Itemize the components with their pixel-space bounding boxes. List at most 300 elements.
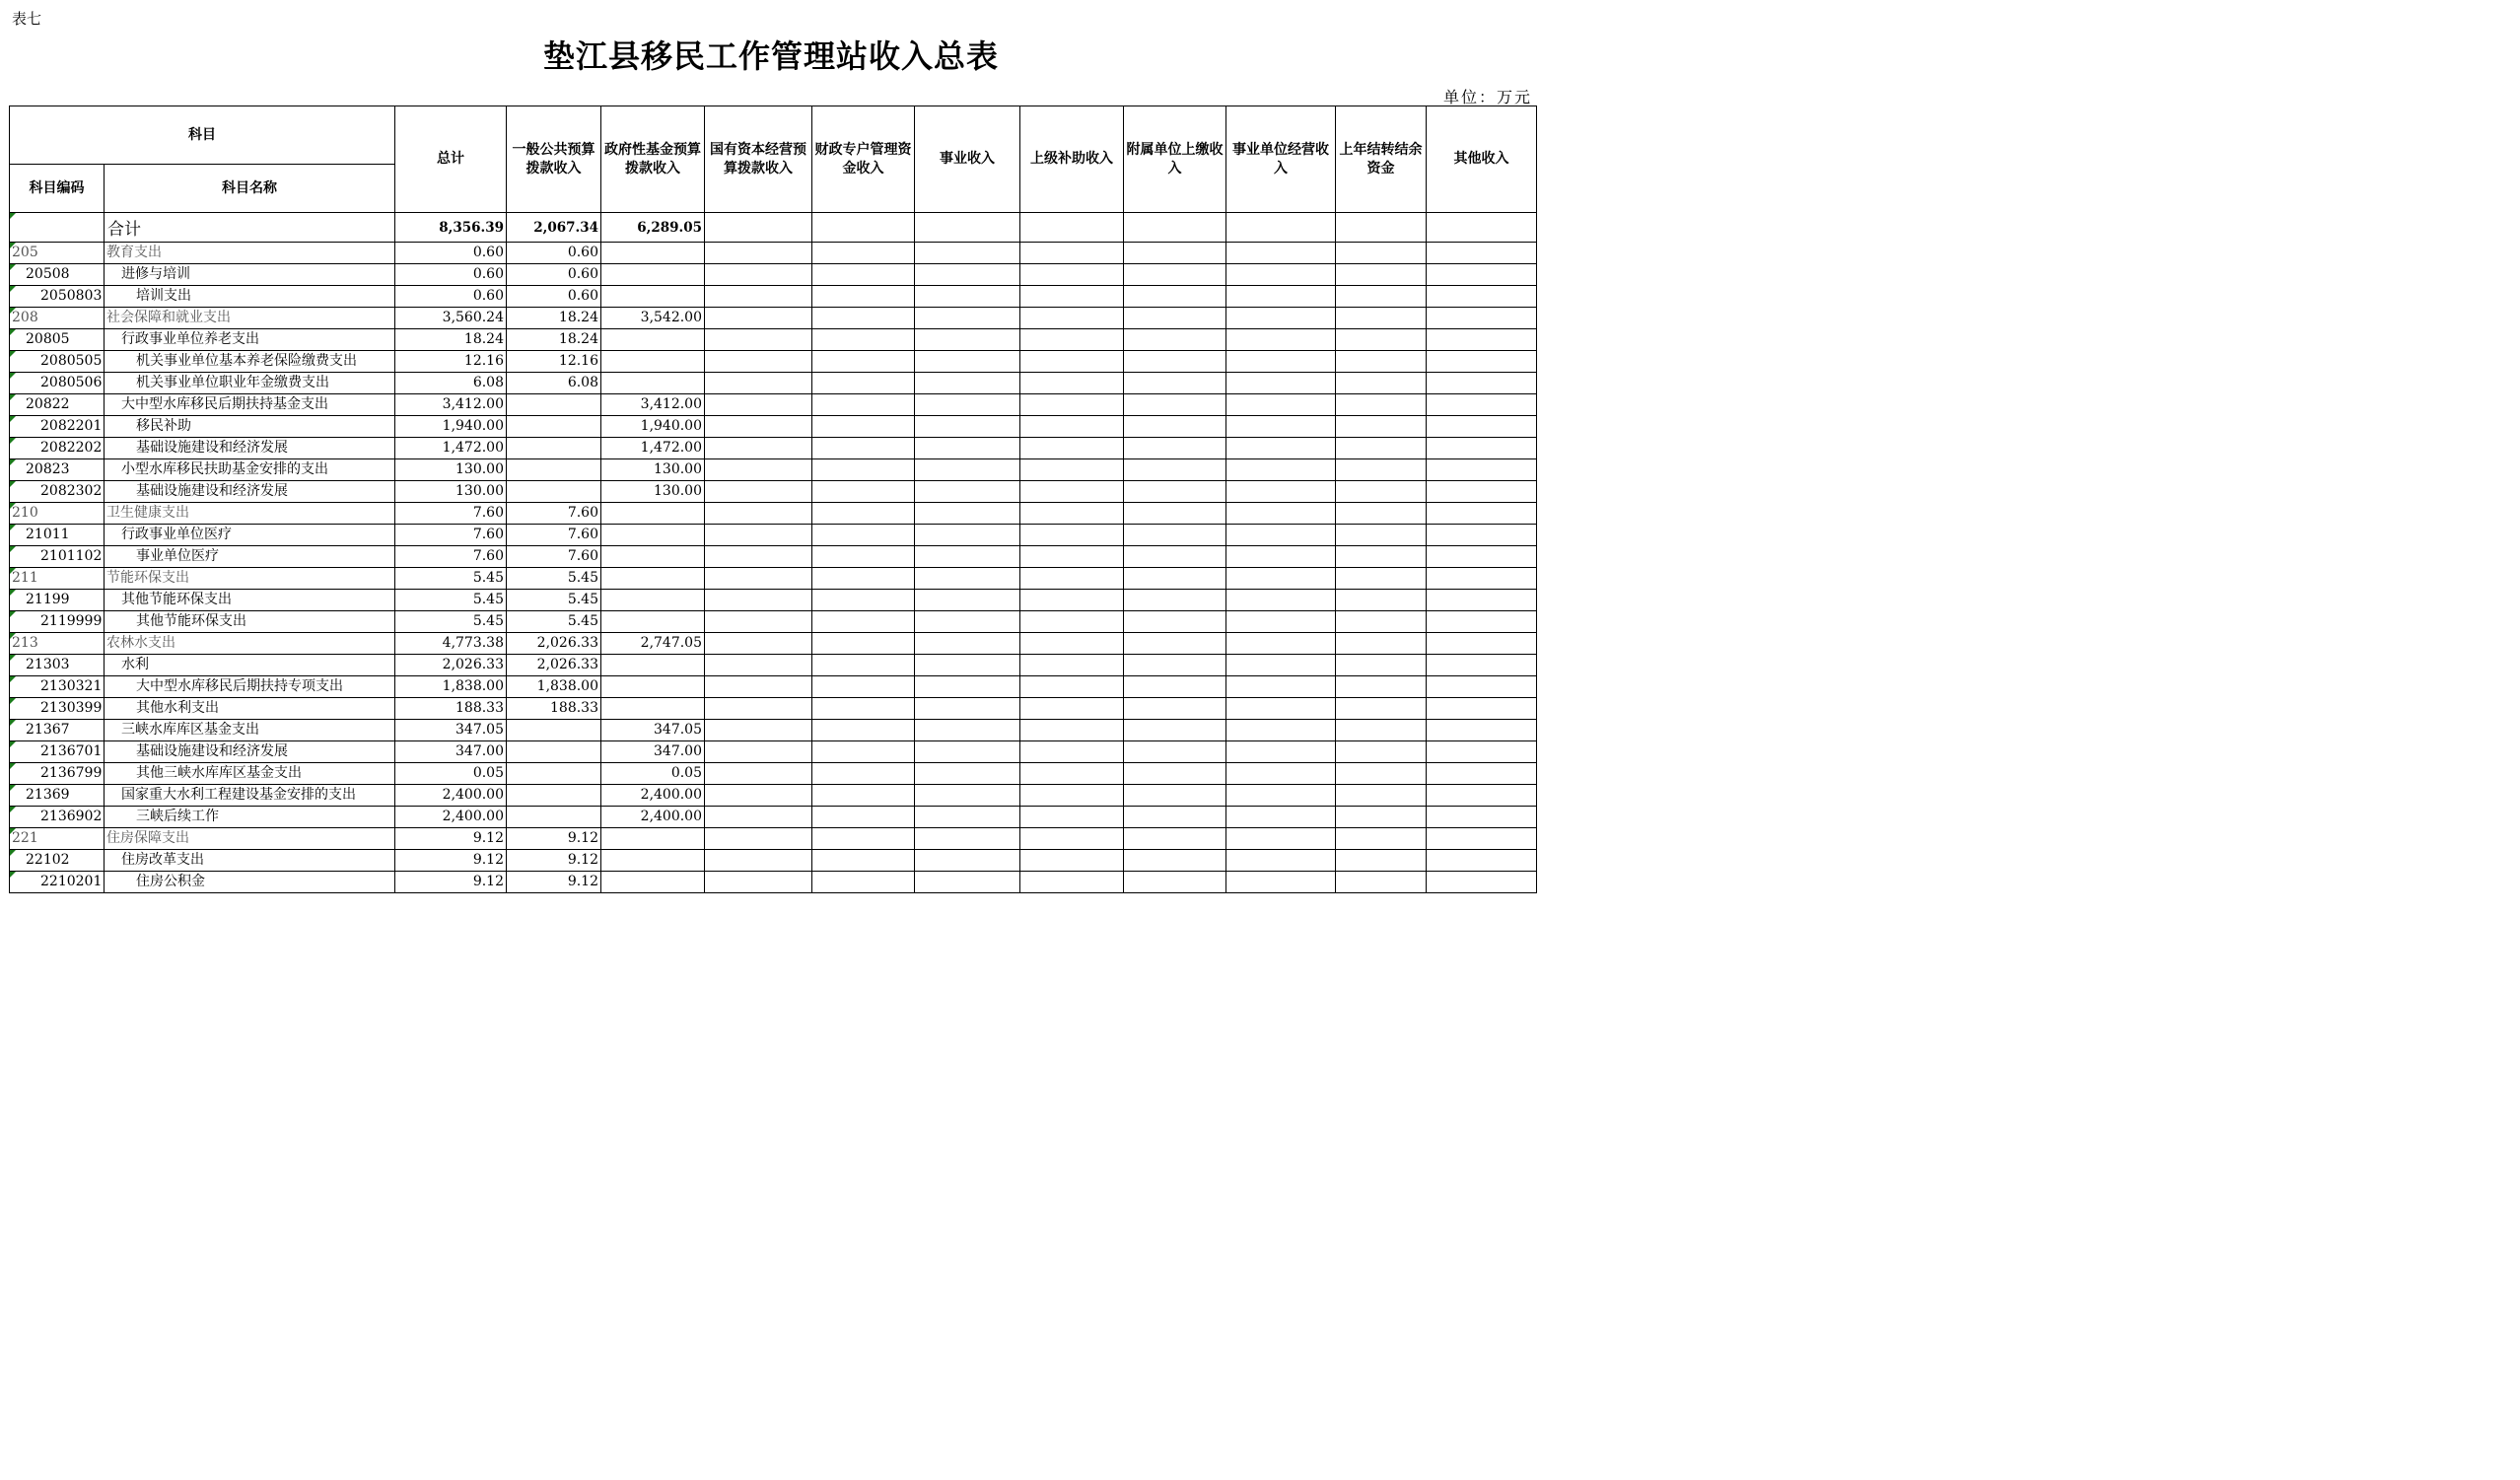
empty-cell	[1427, 633, 1537, 655]
header-total: 总计	[395, 106, 507, 213]
empty-cell	[915, 568, 1020, 590]
empty-cell	[1427, 329, 1537, 351]
row-code: 2082302	[10, 481, 105, 503]
empty-cell	[1020, 308, 1124, 329]
cell-flag-icon	[10, 243, 16, 248]
empty-cell	[1124, 373, 1226, 394]
row-general: 7.60	[507, 546, 601, 568]
empty-cell	[1427, 373, 1537, 394]
row-gov-fund: 3,542.00	[601, 308, 705, 329]
row-gov-fund	[601, 676, 705, 698]
row-code: 2082202	[10, 438, 105, 459]
cell-flag-icon	[10, 525, 16, 530]
row-name: 其他水利支出	[105, 698, 395, 720]
empty-cell	[705, 568, 812, 590]
empty-cell	[915, 416, 1020, 438]
empty-cell	[1427, 351, 1537, 373]
row-name: 农林水支出	[105, 633, 395, 655]
empty-cell	[1226, 698, 1336, 720]
table-row	[10, 763, 1537, 785]
empty-cell	[1336, 720, 1427, 741]
empty-cell	[1427, 741, 1537, 763]
empty-cell	[1020, 394, 1124, 416]
empty-cell	[1124, 243, 1226, 264]
row-general: 7.60	[507, 525, 601, 546]
row-code: 2130399	[10, 698, 105, 720]
empty-cell	[1427, 286, 1537, 308]
empty-cell	[1020, 850, 1124, 872]
empty-cell	[1020, 828, 1124, 850]
row-general: 7.60	[507, 503, 601, 525]
row-code: 2119999	[10, 611, 105, 633]
empty-cell	[915, 785, 1020, 807]
row-code: 21303	[10, 655, 105, 676]
row-code: 2136701	[10, 741, 105, 763]
empty-cell	[1336, 741, 1427, 763]
empty-cell	[705, 655, 812, 676]
row-total: 3,560.24	[395, 308, 507, 329]
header-general-budget: 一般公共预算拨款收入	[507, 106, 601, 213]
cell-flag-icon	[10, 741, 16, 747]
cell-flag-icon	[10, 308, 16, 314]
empty-cell	[1336, 438, 1427, 459]
empty-cell	[1226, 611, 1336, 633]
table-row	[10, 373, 1537, 394]
empty-cell	[1226, 568, 1336, 590]
empty-cell	[705, 373, 812, 394]
row-name: 基础设施建设和经济发展	[105, 481, 395, 503]
table-row	[10, 633, 1537, 655]
row-name: 其他三峡水库库区基金支出	[105, 763, 395, 785]
cell-flag-icon	[10, 590, 16, 596]
empty-cell	[812, 525, 915, 546]
row-general	[507, 785, 601, 807]
empty-cell	[1020, 546, 1124, 568]
empty-cell	[1020, 763, 1124, 785]
empty-cell	[1427, 698, 1537, 720]
total-total: 8,356.39	[395, 213, 507, 243]
empty-cell	[1124, 850, 1226, 872]
row-total: 0.60	[395, 243, 507, 264]
empty-cell	[812, 243, 915, 264]
row-name: 进修与培训	[105, 264, 395, 286]
empty-cell	[1336, 633, 1427, 655]
row-name: 小型水库移民扶助基金安排的支出	[105, 459, 395, 481]
row-gov-fund	[601, 329, 705, 351]
empty-cell	[1020, 481, 1124, 503]
row-gov-fund: 130.00	[601, 459, 705, 481]
header-affiliated: 附属单位上缴收入	[1124, 106, 1226, 213]
empty-cell	[1226, 286, 1336, 308]
row-total: 9.12	[395, 850, 507, 872]
empty-cell	[1336, 459, 1427, 481]
total-row	[10, 213, 1537, 243]
empty-cell	[812, 763, 915, 785]
empty-cell	[1226, 785, 1336, 807]
row-total: 9.12	[395, 828, 507, 850]
total-general: 2,067.34	[507, 213, 601, 243]
empty-cell	[705, 481, 812, 503]
row-name: 基础设施建设和经济发展	[105, 438, 395, 459]
empty-cell	[1336, 785, 1427, 807]
empty-cell	[1020, 329, 1124, 351]
empty-cell	[915, 286, 1020, 308]
row-code: 2136902	[10, 807, 105, 828]
empty-cell	[1226, 655, 1336, 676]
table-row	[10, 720, 1537, 741]
empty-cell	[1124, 633, 1226, 655]
empty-cell	[1226, 243, 1336, 264]
table-row	[10, 243, 1537, 264]
row-gov-fund	[601, 286, 705, 308]
table-row	[10, 828, 1537, 850]
empty-cell	[1020, 568, 1124, 590]
empty-cell	[1020, 676, 1124, 698]
empty-cell	[1336, 546, 1427, 568]
empty-cell	[915, 698, 1020, 720]
empty-cell	[915, 394, 1020, 416]
empty-cell	[1427, 568, 1537, 590]
empty-cell	[1020, 525, 1124, 546]
empty-cell	[915, 633, 1020, 655]
empty-cell	[1020, 611, 1124, 633]
empty-cell	[1226, 807, 1336, 828]
row-code: 208	[10, 308, 105, 329]
row-gov-fund	[601, 264, 705, 286]
empty-cell	[1336, 850, 1427, 872]
table-row	[10, 394, 1537, 416]
row-code: 20508	[10, 264, 105, 286]
table-row	[10, 850, 1537, 872]
row-total: 0.60	[395, 264, 507, 286]
empty-cell	[1020, 655, 1124, 676]
empty-cell	[915, 763, 1020, 785]
empty-cell	[1020, 416, 1124, 438]
empty-cell	[812, 394, 915, 416]
empty-cell	[1226, 416, 1336, 438]
row-total: 18.24	[395, 329, 507, 351]
empty-cell	[1124, 741, 1226, 763]
empty-cell	[915, 308, 1020, 329]
empty-cell	[1427, 720, 1537, 741]
row-name: 卫生健康支出	[105, 503, 395, 525]
empty-cell	[1336, 416, 1427, 438]
empty-cell	[705, 213, 812, 243]
row-gov-fund	[601, 828, 705, 850]
header-fiscal-special: 财政专户管理资金收入	[812, 106, 915, 213]
empty-cell	[1336, 525, 1427, 546]
empty-cell	[1226, 264, 1336, 286]
empty-cell	[705, 308, 812, 329]
row-code: 211	[10, 568, 105, 590]
empty-cell	[1427, 243, 1537, 264]
row-general: 5.45	[507, 590, 601, 611]
empty-cell	[1226, 850, 1336, 872]
empty-cell	[705, 503, 812, 525]
row-gov-fund: 347.00	[601, 741, 705, 763]
empty-cell	[705, 243, 812, 264]
empty-cell	[1427, 525, 1537, 546]
empty-cell	[812, 872, 915, 893]
row-gov-fund	[601, 546, 705, 568]
empty-cell	[1226, 720, 1336, 741]
row-general: 2,026.33	[507, 655, 601, 676]
header-subject: 科目	[10, 106, 395, 165]
table-row	[10, 698, 1537, 720]
table-row	[10, 525, 1537, 546]
header-business-operation: 事业单位经营收入	[1226, 106, 1336, 213]
empty-cell	[1020, 720, 1124, 741]
cell-flag-icon	[10, 264, 16, 270]
empty-cell	[1226, 763, 1336, 785]
row-total: 9.12	[395, 872, 507, 893]
row-gov-fund	[601, 568, 705, 590]
empty-cell	[1336, 351, 1427, 373]
empty-cell	[1427, 872, 1537, 893]
row-gov-fund: 3,412.00	[601, 394, 705, 416]
empty-cell	[1427, 438, 1537, 459]
empty-cell	[1427, 763, 1537, 785]
empty-cell	[1336, 213, 1427, 243]
table-row	[10, 438, 1537, 459]
empty-cell	[705, 785, 812, 807]
row-name: 移民补助	[105, 416, 395, 438]
empty-cell	[812, 633, 915, 655]
empty-cell	[1336, 329, 1427, 351]
empty-cell	[915, 741, 1020, 763]
empty-cell	[915, 546, 1020, 568]
row-total: 2,400.00	[395, 785, 507, 807]
empty-cell	[1336, 611, 1427, 633]
cell-flag-icon	[10, 698, 16, 704]
row-name: 其他节能环保支出	[105, 611, 395, 633]
table-row	[10, 546, 1537, 568]
empty-cell	[1020, 503, 1124, 525]
empty-cell	[1427, 850, 1537, 872]
empty-cell	[1226, 525, 1336, 546]
empty-cell	[705, 872, 812, 893]
empty-cell	[1427, 416, 1537, 438]
page-title: 垫江县移民工作管理站收入总表	[542, 37, 999, 75]
empty-cell	[812, 546, 915, 568]
empty-cell	[1336, 243, 1427, 264]
row-general	[507, 416, 601, 438]
empty-cell	[1124, 503, 1226, 525]
cell-flag-icon	[10, 546, 16, 552]
row-total: 3,412.00	[395, 394, 507, 416]
row-general	[507, 720, 601, 741]
empty-cell	[1020, 438, 1124, 459]
empty-cell	[1124, 546, 1226, 568]
row-code: 21011	[10, 525, 105, 546]
header-business-income: 事业收入	[915, 106, 1020, 213]
row-total: 4,773.38	[395, 633, 507, 655]
row-code: 21199	[10, 590, 105, 611]
row-total: 5.45	[395, 590, 507, 611]
empty-cell	[1226, 351, 1336, 373]
empty-cell	[1427, 655, 1537, 676]
empty-cell	[1336, 698, 1427, 720]
table-row	[10, 741, 1537, 763]
row-general	[507, 481, 601, 503]
empty-cell	[915, 807, 1020, 828]
empty-cell	[915, 611, 1020, 633]
table-row	[10, 308, 1537, 329]
row-gov-fund: 2,400.00	[601, 807, 705, 828]
empty-cell	[1124, 525, 1226, 546]
table-row	[10, 481, 1537, 503]
row-code: 213	[10, 633, 105, 655]
empty-cell	[1226, 481, 1336, 503]
empty-cell	[812, 741, 915, 763]
cell-flag-icon	[10, 676, 16, 682]
empty-cell	[915, 872, 1020, 893]
empty-cell	[812, 286, 915, 308]
empty-cell	[1124, 459, 1226, 481]
empty-cell	[1427, 308, 1537, 329]
empty-cell	[705, 264, 812, 286]
table-row	[10, 872, 1537, 893]
empty-cell	[1020, 633, 1124, 655]
empty-cell	[915, 720, 1020, 741]
empty-cell	[1020, 213, 1124, 243]
table-row	[10, 503, 1537, 525]
row-code: 2080505	[10, 351, 105, 373]
empty-cell	[705, 633, 812, 655]
cell-flag-icon	[10, 785, 16, 791]
row-name: 大中型水库移民后期扶持专项支出	[105, 676, 395, 698]
row-code: 21367	[10, 720, 105, 741]
row-general	[507, 807, 601, 828]
table-row	[10, 590, 1537, 611]
empty-cell	[705, 329, 812, 351]
row-name: 住房公积金	[105, 872, 395, 893]
income-summary-table	[9, 106, 1537, 893]
row-name: 三峡水库库区基金支出	[105, 720, 395, 741]
row-gov-fund	[601, 872, 705, 893]
row-code: 221	[10, 828, 105, 850]
empty-cell	[1020, 351, 1124, 373]
empty-cell	[1020, 698, 1124, 720]
row-total: 2,400.00	[395, 807, 507, 828]
empty-cell	[1226, 373, 1336, 394]
empty-cell	[705, 828, 812, 850]
row-general: 5.45	[507, 611, 601, 633]
empty-cell	[1226, 459, 1336, 481]
empty-cell	[1226, 633, 1336, 655]
row-general: 188.33	[507, 698, 601, 720]
empty-cell	[1226, 503, 1336, 525]
empty-cell	[1124, 872, 1226, 893]
header-code: 科目编码	[10, 165, 105, 213]
empty-cell	[812, 416, 915, 438]
row-code: 22102	[10, 850, 105, 872]
empty-cell	[1124, 351, 1226, 373]
empty-cell	[1124, 785, 1226, 807]
row-total: 0.60	[395, 286, 507, 308]
table-row	[10, 655, 1537, 676]
empty-cell	[812, 698, 915, 720]
row-gov-fund: 1,940.00	[601, 416, 705, 438]
empty-cell	[1124, 438, 1226, 459]
empty-cell	[1336, 264, 1427, 286]
empty-cell	[1020, 264, 1124, 286]
empty-cell	[1427, 264, 1537, 286]
row-total: 1,838.00	[395, 676, 507, 698]
row-gov-fund	[601, 590, 705, 611]
row-total: 5.45	[395, 568, 507, 590]
row-gov-fund	[601, 850, 705, 872]
header-upper-subsidy: 上级补助收入	[1020, 106, 1124, 213]
empty-cell	[1124, 807, 1226, 828]
row-general: 18.24	[507, 329, 601, 351]
row-name: 事业单位医疗	[105, 546, 395, 568]
row-code: 2082201	[10, 416, 105, 438]
table-row	[10, 329, 1537, 351]
empty-cell	[812, 438, 915, 459]
empty-cell	[1020, 459, 1124, 481]
empty-cell	[1427, 503, 1537, 525]
row-code: 2130321	[10, 676, 105, 698]
row-name: 三峡后续工作	[105, 807, 395, 828]
total-code	[10, 213, 105, 243]
empty-cell	[812, 351, 915, 373]
empty-cell	[915, 264, 1020, 286]
row-gov-fund: 2,747.05	[601, 633, 705, 655]
cell-flag-icon	[10, 503, 16, 509]
row-general: 12.16	[507, 351, 601, 373]
row-general: 0.60	[507, 243, 601, 264]
row-name: 行政事业单位医疗	[105, 525, 395, 546]
row-general: 0.60	[507, 286, 601, 308]
cell-flag-icon	[10, 568, 16, 574]
empty-cell	[1336, 655, 1427, 676]
empty-cell	[812, 828, 915, 850]
cell-flag-icon	[10, 655, 16, 661]
table-row	[10, 351, 1537, 373]
row-code: 21369	[10, 785, 105, 807]
empty-cell	[705, 459, 812, 481]
empty-cell	[915, 329, 1020, 351]
empty-cell	[705, 611, 812, 633]
row-name: 住房保障支出	[105, 828, 395, 850]
row-total: 7.60	[395, 525, 507, 546]
row-total: 1,940.00	[395, 416, 507, 438]
empty-cell	[1336, 308, 1427, 329]
header-other: 其他收入	[1427, 106, 1537, 213]
empty-cell	[705, 546, 812, 568]
row-gov-fund	[601, 698, 705, 720]
header-gov-fund: 政府性基金预算拨款收入	[601, 106, 705, 213]
empty-cell	[1124, 481, 1226, 503]
empty-cell	[1427, 546, 1537, 568]
row-name: 教育支出	[105, 243, 395, 264]
empty-cell	[1124, 828, 1226, 850]
row-gov-fund	[601, 655, 705, 676]
empty-cell	[1124, 264, 1226, 286]
empty-cell	[812, 568, 915, 590]
empty-cell	[915, 459, 1020, 481]
cell-flag-icon	[10, 373, 16, 379]
row-name: 基础设施建设和经济发展	[105, 741, 395, 763]
row-name: 培训支出	[105, 286, 395, 308]
empty-cell	[812, 655, 915, 676]
total-gov-fund: 6,289.05	[601, 213, 705, 243]
cell-flag-icon	[10, 611, 16, 617]
row-gov-fund	[601, 503, 705, 525]
row-total: 347.05	[395, 720, 507, 741]
empty-cell	[1336, 590, 1427, 611]
